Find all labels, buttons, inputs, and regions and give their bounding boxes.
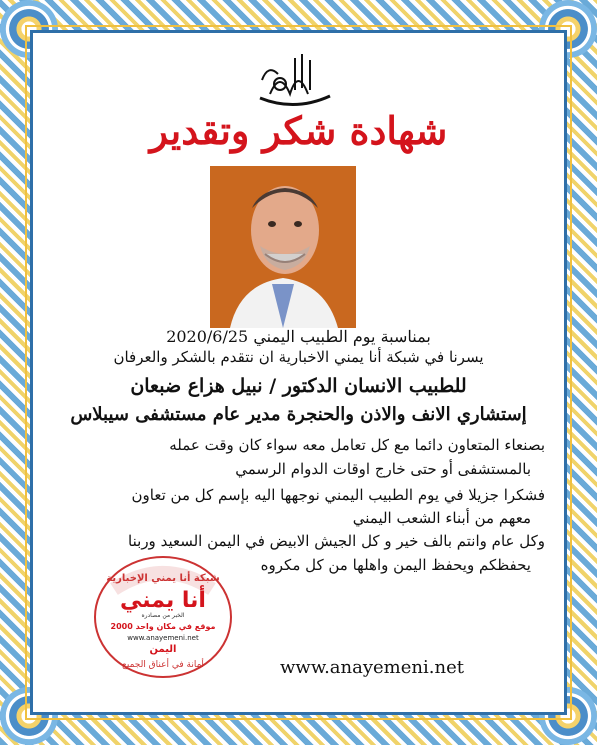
certificate-title: شهادة شكر وتقدير (149, 108, 448, 153)
seal-year-line: 2000 موقع في مكان واحد (110, 622, 216, 631)
seal-bottom-arc: أمانة في أعناق الجميع (122, 660, 204, 670)
body-line: يحفظكم ويحفظ اليمن واهلها من كل مكروه (260, 556, 531, 574)
doctor-portrait (210, 166, 356, 328)
body-line: بصنعاء المتعاون دائما مع كل تعامل معه سواء كان وقت عمله (169, 436, 545, 454)
body-line: وكل عام وانتم بالف خير و كل الجيش الابيض في اليمن السعيد وربنا (128, 532, 545, 550)
seal-top-arc: شبكة أنا يمني الإخبارية (106, 573, 220, 584)
body-line: بالمستشفى أو حتى خارج اوقات الدوام الرسمي (235, 460, 531, 478)
occasion-line: بمناسبة يوم الطبيب اليمني 2020/6/25 (166, 327, 431, 346)
body-line: فشكرا جزيلا في يوم الطبيب اليمني نوجهها اليه بإسم كل من تعاون (131, 486, 545, 504)
basmala-calligraphy-icon (250, 50, 340, 112)
seal-url: www.anayemeni.net (127, 634, 199, 642)
website-url: www.anayemeni.net (280, 657, 464, 678)
seal-tagline: الخبر من مصادره (141, 612, 185, 619)
seal-country: اليمن (149, 644, 177, 655)
seal-logo: أنا يمني (120, 588, 206, 613)
intro-line: يسرنا في شبكة أنا يمني الاخبارية ان نتقدم بالشكر والعرفان (113, 348, 484, 366)
body-line: معهم من أبناء الشعب اليمني (352, 509, 531, 527)
anayemeni-seal (92, 555, 234, 680)
recipient-name: للطبيب الانسان الدكتور / نبيل هزاع ضبعان (130, 375, 467, 397)
recipient-position: إستشاري الانف والاذن والحنجرة مدير عام مستشفى سيبلاس (70, 404, 527, 425)
